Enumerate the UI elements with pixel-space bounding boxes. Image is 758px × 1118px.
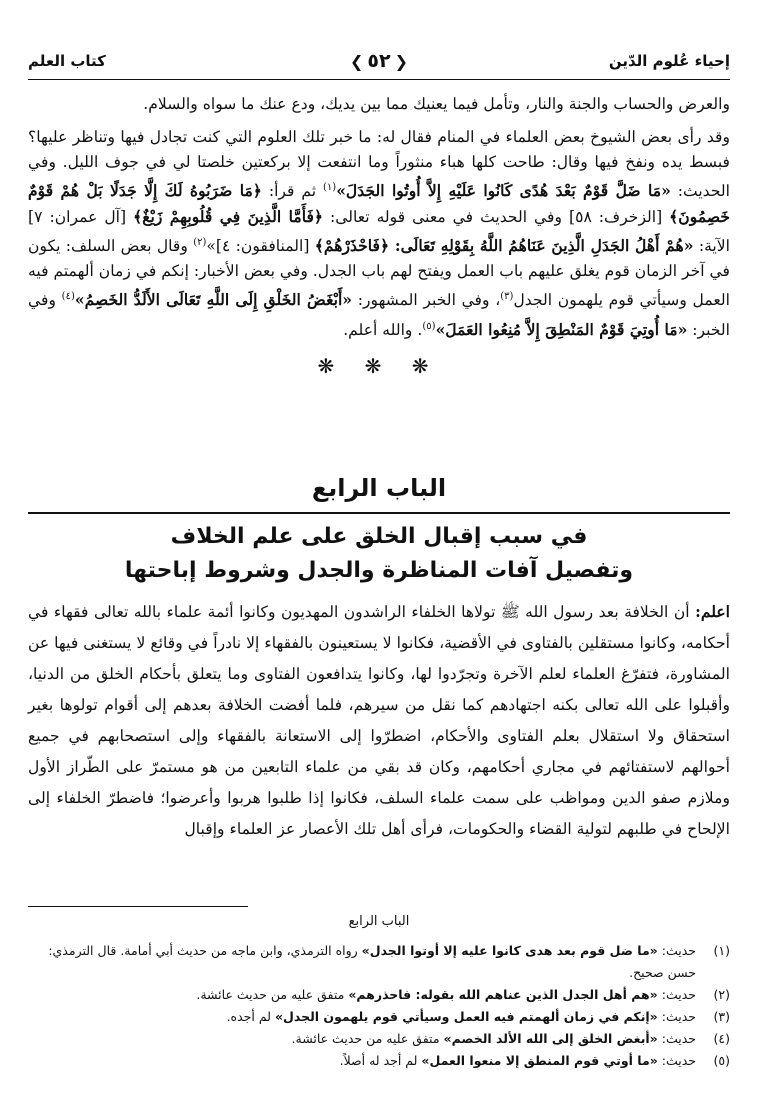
- footnote-item: [28, 1006, 730, 1028]
- section-body: أن الخلافة بعد رسول الله ﷺ تولاها الخلفاء الراشدون المهديون وكانوا أئمة علماء بالله تعالى فقهاء في أحكامه، وكانوا مستقلين بالفتاوى في الأقضية، فكانوا لا يستعينون بالفقهاء إلا نادراً في وقائع لا يستغنى فيها عن المشاورة، فتفرّغ العلماء لعلم الآخرة وتجرّدوا لها، وكانوا يتدافعون الفتاوى وما يتعلق بأحكام الخلق من الدنيا، وأقبلوا على الله تعالى بكنه اجتهادهم كما نقل من سيرهم، فلما أفضت الخلافة بعدهم إلى أقوام تولوها بغير استحقاق ولا استقلال بعلم الفتاوى والأحكام، اضطرّوا إلى الاستعانة بالفقهاء وإلى استصحابهم في جميع أحوالهم لاستفتائهم في مجاري أحكامهم، وكان قد بقي من علماء التابعين من هو مستمرّ على الطّراز الأول وملازم صفو الدين ومواظب على سمت علماء السلف، فكانوا إذا طلبوا هربوا وأعرضوا؛ فاضطرّ الخلفاء إلى الإلحاح في طلبهم لتولية القضاء والحكومات، فرأى أهل تلك الأعصار عز العلماء وإقبال: [28, 603, 730, 838]
- footnote-number: (٢): [713, 987, 730, 1002]
- footnote-item: [28, 984, 730, 1006]
- header-divider: [28, 79, 730, 80]
- footnote-quote: «أبغض الخلق إلى الله الألد الخصم»: [443, 1031, 658, 1046]
- page: [28, 0, 730, 1118]
- footnote-divider: [28, 906, 248, 907]
- footnote-text: [28, 1050, 696, 1072]
- chapter-title-line-2: وتفصيل آفات المناظرة والجدل وشروط إباحتها: [124, 558, 634, 583]
- hadith-quote: «مَا ضَلَّ قَوْمٌ بَعْدَ هُدًى كَانُوا عَلَيْهِ إِلاَّ أُوتُوا الجَدَلَ»: [336, 181, 671, 201]
- footnote-pre: حديث:: [657, 1009, 696, 1024]
- footnote-text: [28, 1028, 696, 1050]
- page-header: [28, 46, 730, 76]
- footnote-number: (٣): [713, 1009, 730, 1024]
- footnote-ref[interactable]: (١): [323, 182, 337, 193]
- chapter-divider: [28, 512, 730, 514]
- footnote-post: لم أجده.: [226, 1009, 275, 1024]
- footnote-quote: «ما ضل قوم بعد هدى كانوا عليه إلا أوتوا الجدل»: [361, 943, 658, 958]
- footnote-ref[interactable]: (٥): [422, 320, 436, 332]
- footnote-quote: «ما أوتي قوم المنطق إلا منعوا العمل»: [421, 1053, 658, 1068]
- section-text: [28, 596, 730, 845]
- footnote-number: (٤): [713, 1031, 730, 1046]
- book-title: إحياء عُلوم الدّين: [608, 52, 730, 70]
- chapter-title: [28, 520, 730, 588]
- footnote-quote: «إنكم في زمان ألهمتم فيه العمل وسيأتي قوم يلهمون الجدل»: [274, 1009, 658, 1024]
- footnote-text: [28, 1006, 696, 1028]
- footnote-post: متفق عليه من حديث عائشة.: [291, 1031, 444, 1046]
- page-number-value: ٥٢: [367, 50, 391, 72]
- footnote-pre: حديث:: [657, 1031, 696, 1046]
- footnote-pre: حديث:: [657, 1053, 696, 1068]
- ornament-right-icon: ❮: [394, 52, 409, 71]
- chapter-title-line-1: في سبب إقبال الخلق على علم الخلاف: [170, 524, 588, 549]
- text-run: وقال بعض السلف: يكون في آخر الزمان قوم يغلق عليهم باب العمل ويفتح لهم باب الجدل. وفي بعض الأخبار: إنكم في زمان ألهمتم فيه العمل وسيأتي قوم يلهمون الجدل: [28, 237, 730, 310]
- body-text: [28, 92, 730, 343]
- footnote-pre: حديث:: [657, 943, 696, 958]
- hadith-quote: «مَا أُوتِيَ قَوْمٌ المَنْطِقَ إِلاَّ مُنِعُوا العَمَلَ»: [435, 319, 688, 339]
- text-run: وقد رأى بعض الشيوخ بعض العلماء في المنام فقال له: ما خبر تلك العلوم التي كنت تجادل فيها وتناظر عليها؟ فبسط يده ونفخ فيها وقال: طاحت كلها هباء منثوراً وما انتفعت إلا بركعتين خلصتا لي في جوف الليل. وفي الحديث:: [28, 128, 730, 201]
- footnote-quote: «هم أهل الجدل الذين عناهم الله بقوله: فاحذرهم»: [348, 987, 658, 1002]
- footnote-number: (٥): [713, 1053, 730, 1068]
- ornament-left-icon: ❯: [349, 52, 364, 71]
- footnote-post: رواه الترمذي، وابن ماجه من حديث أبي أمامة. قال الترمذي: حسن صحيح.: [48, 943, 696, 980]
- footnote-post: لم أجد له أصلاً.: [339, 1053, 422, 1068]
- paragraph-2: [28, 125, 730, 343]
- footnotes: [28, 940, 730, 1072]
- text-run: [آل عمران: ٧] الآية:: [28, 208, 730, 256]
- footnote-pre: حديث:: [657, 987, 696, 1002]
- text-run: [المنافقون: ٤]»: [206, 237, 315, 256]
- footnote-text: [28, 984, 696, 1006]
- footnote-text: [28, 940, 696, 984]
- text-run: ، وفي الخبر المشهور:: [352, 291, 501, 310]
- footnote-heading: الباب الرابع: [348, 914, 410, 929]
- footnote-number: (١): [713, 943, 730, 958]
- text-run: [الزخرف: ٥٨] وفي الحديث في معنى قوله تعالى:: [323, 208, 670, 227]
- section-lead: اعلم:: [695, 602, 730, 621]
- hadith-quote: «أَبْغَضُ الخَلْقِ إِلَى اللَّهِ تَعَالَى الأَلَدُّ الخَصِمُ»: [74, 290, 353, 310]
- text-run: ثم قرأ:: [261, 182, 323, 201]
- page-number: [346, 50, 412, 72]
- text-run: وفي الخبر:: [28, 291, 730, 339]
- section-separator: ❋ ❋ ❋: [317, 354, 441, 378]
- footnote-ref[interactable]: (٣): [500, 291, 514, 303]
- quran-verse: ﴿فَأَمَّا الَّذِينَ فِي قُلُوبِهِمْ زَيْغٌ﴾: [133, 207, 324, 227]
- chapter-label: الباب الرابع: [311, 474, 447, 502]
- quran-verse: ﴿مَا ضَرَبُوهُ لَكَ إِلَّا جَدَلًا بَلْ هُمْ قَوْمٌ خَصِمُونَ﴾: [28, 181, 730, 227]
- footnote-item: [28, 940, 730, 984]
- footnote-ref[interactable]: (٤): [61, 291, 75, 303]
- footnote-item: [28, 1028, 730, 1050]
- footnote-ref[interactable]: (٢): [193, 237, 207, 249]
- text-run: . والله أعلم.: [343, 320, 423, 339]
- hadith-quote: «هُمْ أَهْلُ الجَدَلِ الَّذِينَ عَنَاهُمُ اللَّهُ بِقَوْلِهِ تَعَالَى: ﴿فَاحْذَرْهُمْ﴾: [314, 236, 694, 256]
- footnote-post: متفق عليه من حديث عائشة.: [196, 987, 349, 1002]
- chapter-running-title: كتاب العلم: [28, 52, 106, 70]
- paragraph-1: والعرض والحساب والجنة والنار، وتأمل فيما يعنيك مما بين يديك، ودع عنك ما سواه والسلام.: [143, 95, 730, 113]
- footnote-item: [28, 1050, 730, 1072]
